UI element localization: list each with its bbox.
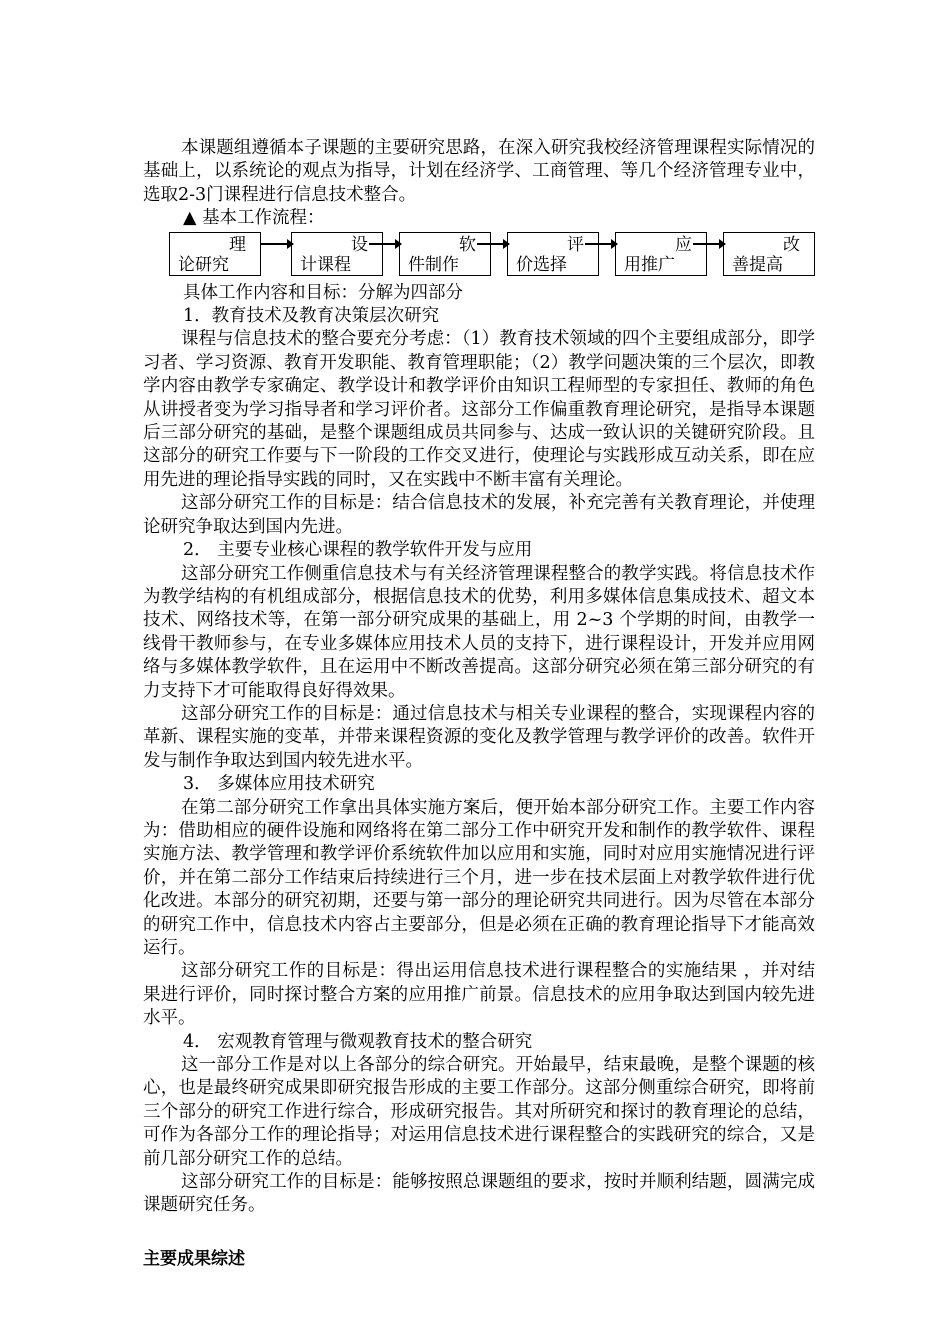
flow-step-text-top: 评 (567, 234, 584, 255)
flow-step-promote (615, 232, 707, 276)
intro-paragraph: 本课题组遵循本子课题的主要研究思路，在深入研究我校经济管理课程实际情况的基础上，以系统论的观点为指导，计划在经济学、工商管理、等几个经济管理专业中，选取2-3门课程进行信息技术整合。 (143, 138, 815, 205)
section-1-goal: 这部分研究工作的目标是：结合信息技术的发展，补充完善有关教育理论，并使理论研究争取达到国内先进。 (143, 493, 815, 537)
section-4-paragraph: 这一部分工作是对以上各部分的综合研究。开始最早，结束最晚，是整个课题的核心，也是最终研究成果即研究报告形成的主要工作部分。这部分侧重综合研究，即将前三个部分的研究工作进行综合，形成研究报告。其对所研究和探讨的教育理论的总结，可作为各部分工作的理论指导；对运用信息技术进行课程整合的实践研究的综合，又是前几部分研究工作的总结。 (143, 1055, 815, 1169)
content-title: 具体工作内容和目标：分解为四部分 (183, 282, 463, 303)
section-4-goal: 这部分研究工作的目标是：能够按照总课题组的要求，按时并顺利结题，圆满完成课题研究任务。 (143, 1172, 815, 1216)
flow-step-text-top: 应 (675, 234, 692, 255)
workflow-diagram (169, 232, 815, 280)
section-2-paragraph: 这部分研究工作侧重信息技术与有关经济管理课程整合的教学实践。将信息技术作为教学结构的有机组成部分，根据信息技术的优势，利用多媒体信息集成技术、超文本技术、网络技术等，在第一部分研究成果的基础上，用 2~3 个学期的时间，由教学一线骨干教师参与，在专业多媒体应用技术人员的支持下，进行课程设计，开发并应用网络与多媒体教学软件，且在运用中不断改善提高。这部分研究必须在第三部分研究的有力支持下才可能取得良好得效果。 (143, 563, 815, 701)
flow-step-text-top: 软 (459, 234, 476, 255)
flow-step-text-top: 改 (783, 234, 800, 255)
flow-step-text-top: 设 (351, 234, 368, 255)
flow-step-software (399, 232, 491, 276)
flow-step-design (291, 232, 383, 276)
flow-step-text-bottom: 件制作 (408, 254, 459, 275)
flow-step-evaluate (507, 232, 599, 276)
document-page (143, 137, 815, 1271)
section-3-paragraph: 在第二部分研究工作拿出具体实施方案后，便开始本部分研究工作。主要工作内容为：借助相应的硬件设施和网络将在第二部分工作中研究开发和制作的教学软件、课程实施方法、教学管理和教学评价系统软件加以应用和实施，同时对应用实施情况进行评价，并在第二部分工作结束后持续进行三个月，进一步在技术层面上对教学软件进行优化改进。本部分的研究初期，还要与第一部分的理论研究共同进行。因为尽管在本部分的研究工作中，信息技术内容占主要部分，但是必须在正确的教育理论指导下才能高效运行。 (143, 797, 815, 958)
flow-step-text-bottom: 论研究 (178, 254, 229, 275)
flow-arrow (261, 243, 293, 245)
section-1-paragraph: 课程与信息技术的整合要充分考虑：（1）教育技术领域的四个主要组成部分，即学习者、学习资源、教育开发职能、教育管理职能；（2）教学问题决策的三个层次，即教学内容由教学专家确定、教学设计和教学评价由知识工程师型的专家担任、教师的角色从讲授者变为学习指导者和学习评价者。这部分工作偏重教育理论研究，是指导本课题后三部分研究的基础，是整个课题组成员共同参与、达成一致认识的关键研究阶段。且这部分的研究工作要与下一阶段的工作交叉进行，使理论与实践形成互动关系，即在应用先进的理论指导实践的同时，又在实践中不断丰富有关理论。 (143, 329, 815, 490)
flow-step-text-top: 理 (229, 234, 246, 255)
flow-arrow (369, 243, 401, 245)
flow-step-text-bottom: 价选择 (516, 254, 567, 275)
section-3-title: 3． 多媒体应用技术研究 (183, 774, 375, 795)
flow-title: ▲ 基本工作流程： (183, 208, 325, 229)
flow-arrow (477, 243, 509, 245)
section-1-title: 1．教育技术及教育决策层次研究 (183, 306, 440, 327)
flow-step-improve (723, 232, 815, 276)
summary-heading: 主要成果综述 (143, 1248, 245, 1269)
section-4-title: 4． 宏观教育管理与微观教育技术的整合研究 (183, 1031, 533, 1052)
section-2-title: 2． 主要专业核心课程的教学软件开发与应用 (183, 540, 533, 561)
flow-step-text-bottom: 善提高 (732, 254, 783, 275)
section-3-goal: 这部分研究工作的目标是：得出运用信息技术进行课程整合的实施结果 ，并对结果进行评价，同时探讨整合方案的应用推广前景。信息技术的应用争取达到国内较先进水平。 (143, 961, 815, 1029)
flow-step-text-bottom: 用推广 (624, 254, 675, 275)
flow-arrow (693, 243, 725, 245)
flow-arrow (585, 243, 617, 245)
flow-step-text-bottom: 计课程 (300, 254, 351, 275)
section-2-goal: 这部分研究工作的目标是：通过信息技术与相关专业课程的整合，实现课程内容的革新、课程实施的变革，并带来课程资源的变化及教学管理与教学评价的改善。软件开发与制作争取达到国内较先进水平。 (143, 703, 815, 771)
flow-step-theory (169, 232, 261, 276)
